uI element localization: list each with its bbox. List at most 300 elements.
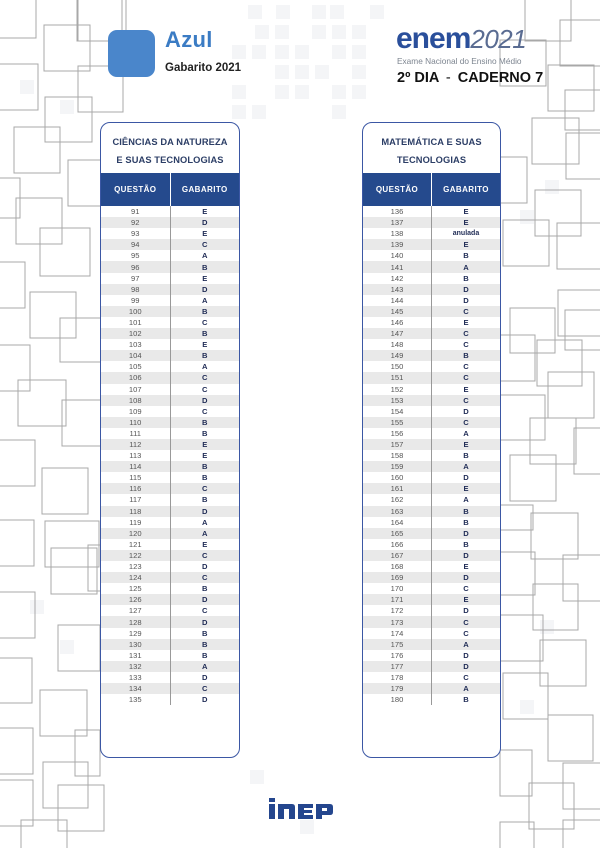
question-number: 99 xyxy=(101,295,170,306)
question-number: 116 xyxy=(101,483,170,494)
panel-ciencias-natureza xyxy=(100,122,240,758)
color-swatch-blue xyxy=(108,30,155,77)
table-row xyxy=(363,273,500,284)
question-number: 118 xyxy=(101,506,170,517)
column-header-question: QUESTÃO xyxy=(101,173,170,206)
answer-value: D xyxy=(202,562,208,572)
answer-value: C xyxy=(463,362,469,372)
answer-table-right xyxy=(363,173,500,705)
table-row xyxy=(363,284,500,295)
question-number: 107 xyxy=(101,384,170,395)
booklet-label: CADERNO 7 xyxy=(457,70,544,86)
answer-value: C xyxy=(202,606,208,616)
question-number: 167 xyxy=(363,550,432,561)
question-number: 119 xyxy=(101,517,170,528)
table-row xyxy=(363,428,500,439)
table-row xyxy=(101,472,239,483)
answer-value: C xyxy=(432,328,501,339)
question-number: 158 xyxy=(363,450,432,461)
answer-value: D xyxy=(463,473,469,483)
question-number: 98 xyxy=(101,284,170,295)
table-row xyxy=(363,295,500,306)
answer-value: D xyxy=(432,550,501,561)
enem-logo-word: enem xyxy=(396,22,471,55)
question-number: 168 xyxy=(363,561,432,572)
answer-value: E xyxy=(432,239,501,250)
panel-title-line1: CIÊNCIAS DA NATUREZA xyxy=(112,137,228,147)
question-number: 101 xyxy=(101,317,170,328)
question-number: 162 xyxy=(363,494,432,505)
answer-value: B xyxy=(463,695,469,705)
table-row xyxy=(101,661,239,672)
answer-value: A xyxy=(463,428,469,438)
question-number: 147 xyxy=(363,328,432,339)
answer-value: C xyxy=(463,340,469,350)
separator: - xyxy=(445,70,451,86)
table-row xyxy=(363,616,500,627)
question-number: 132 xyxy=(101,661,170,672)
answer-value: B xyxy=(463,539,469,549)
question-number: 156 xyxy=(363,428,432,439)
question-number: 135 xyxy=(101,694,170,705)
question-number: 149 xyxy=(363,350,432,361)
question-number: 96 xyxy=(101,261,170,272)
table-row xyxy=(101,339,239,350)
table-row xyxy=(101,450,239,461)
answer-value: C xyxy=(432,417,501,428)
question-number: 121 xyxy=(101,539,170,550)
question-number: 140 xyxy=(363,250,432,261)
question-number: 142 xyxy=(363,273,432,284)
answer-value: A xyxy=(432,683,501,694)
answer-value: C xyxy=(170,550,239,561)
question-number: 161 xyxy=(363,483,432,494)
answer-value: D xyxy=(170,284,239,295)
question-number: 137 xyxy=(363,217,432,228)
question-number: 136 xyxy=(363,206,432,217)
table-row xyxy=(363,406,500,417)
question-number: 93 xyxy=(101,228,170,239)
table-row xyxy=(363,672,500,683)
table-row xyxy=(363,628,500,639)
table-row xyxy=(363,461,500,472)
enem-full-name: Exame Nacional do Ensino Médio xyxy=(397,56,522,66)
answer-value: D xyxy=(170,395,239,406)
table-row xyxy=(101,250,239,261)
question-number: 97 xyxy=(101,273,170,284)
question-number: 105 xyxy=(101,361,170,372)
question-number: 95 xyxy=(101,250,170,261)
table-row xyxy=(101,384,239,395)
table-row xyxy=(363,683,500,694)
answer-key-year: Gabarito 2021 xyxy=(165,62,242,74)
table-row xyxy=(363,494,500,505)
question-number: 108 xyxy=(101,395,170,406)
answer-value: B xyxy=(170,461,239,472)
question-number: 159 xyxy=(363,461,432,472)
table-row xyxy=(101,461,239,472)
question-number: 112 xyxy=(101,439,170,450)
table-row xyxy=(363,639,500,650)
question-number: 102 xyxy=(101,328,170,339)
answer-value: B xyxy=(463,451,469,461)
table-row xyxy=(363,228,500,239)
table-row xyxy=(363,439,500,450)
table-row xyxy=(101,284,239,295)
table-row xyxy=(363,450,500,461)
table-row xyxy=(363,483,500,494)
answer-value: C xyxy=(432,306,501,317)
answer-value: B xyxy=(170,639,239,650)
table-row xyxy=(363,350,500,361)
table-row xyxy=(101,439,239,450)
table-row xyxy=(101,594,239,605)
question-number: 106 xyxy=(101,372,170,383)
day-booklet-label xyxy=(397,70,543,86)
answer-value: C xyxy=(170,372,239,383)
question-number: 114 xyxy=(101,461,170,472)
table-row xyxy=(363,395,500,406)
question-number: 111 xyxy=(101,428,170,439)
table-row xyxy=(101,616,239,627)
question-number: 126 xyxy=(101,594,170,605)
question-number: 154 xyxy=(363,406,432,417)
answer-value: C xyxy=(202,317,208,327)
table-row xyxy=(363,261,500,272)
inep-logo xyxy=(268,798,334,820)
question-number: 103 xyxy=(101,339,170,350)
table-row xyxy=(101,583,239,594)
answer-value: C xyxy=(170,572,239,583)
answer-value: C xyxy=(432,395,501,406)
table-row xyxy=(363,361,500,372)
answer-value: A xyxy=(432,261,501,272)
question-number: 175 xyxy=(363,639,432,650)
question-number: 92 xyxy=(101,217,170,228)
answer-value: A xyxy=(432,461,501,472)
panel-title xyxy=(101,123,239,173)
question-number: 141 xyxy=(363,261,432,272)
question-number: 128 xyxy=(101,616,170,627)
table-row xyxy=(101,528,239,539)
table-row xyxy=(363,217,500,228)
question-number: 139 xyxy=(363,239,432,250)
answer-value: D xyxy=(170,616,239,627)
answer-value: A xyxy=(432,639,501,650)
question-number: 172 xyxy=(363,605,432,616)
enem-logo-year: 2021 xyxy=(470,24,527,54)
table-row xyxy=(101,694,239,705)
question-number: 173 xyxy=(363,616,432,627)
answer-value: D xyxy=(463,295,469,305)
table-row xyxy=(363,306,500,317)
question-number: 138 xyxy=(363,228,432,239)
answer-table-left xyxy=(101,173,239,705)
question-number: 165 xyxy=(363,528,432,539)
answer-value: C xyxy=(170,483,239,494)
table-row xyxy=(101,517,239,528)
question-number: 151 xyxy=(363,372,432,383)
table-row xyxy=(363,417,500,428)
table-row xyxy=(101,683,239,694)
answer-value: B xyxy=(202,650,208,660)
answer-value: D xyxy=(432,661,501,672)
table-row xyxy=(363,250,500,261)
question-number: 143 xyxy=(363,284,432,295)
question-number: 124 xyxy=(101,572,170,583)
question-number: 153 xyxy=(363,395,432,406)
column-header-answer: GABARITO xyxy=(432,173,501,206)
question-number: 166 xyxy=(363,539,432,550)
table-row xyxy=(101,328,239,339)
question-number: 157 xyxy=(363,439,432,450)
question-number: 160 xyxy=(363,472,432,483)
question-number: 155 xyxy=(363,417,432,428)
table-row xyxy=(363,561,500,572)
table-row xyxy=(363,472,500,483)
question-number: 91 xyxy=(101,206,170,217)
table-row xyxy=(101,406,239,417)
answer-value: A xyxy=(170,661,239,672)
answer-value: C xyxy=(202,384,208,394)
question-number: 113 xyxy=(101,450,170,461)
answer-value: E xyxy=(463,384,469,394)
table-row xyxy=(101,228,239,239)
answer-value: D xyxy=(432,528,501,539)
question-number: 129 xyxy=(101,628,170,639)
answer-value: E xyxy=(463,562,469,572)
table-row xyxy=(363,583,500,594)
answer-table-body xyxy=(101,206,239,705)
question-number: 148 xyxy=(363,339,432,350)
table-row xyxy=(101,483,239,494)
question-number: 110 xyxy=(101,417,170,428)
answer-value: A xyxy=(170,528,239,539)
answer-value: C xyxy=(202,406,208,416)
answer-value: D xyxy=(202,672,208,682)
answer-value: B xyxy=(432,350,501,361)
table-row xyxy=(363,506,500,517)
table-row xyxy=(363,605,500,616)
answer-value: C xyxy=(170,239,239,250)
question-number: 130 xyxy=(101,639,170,650)
question-number: 176 xyxy=(363,650,432,661)
panel-title xyxy=(363,123,500,173)
table-row xyxy=(363,572,500,583)
answer-value: A xyxy=(463,495,469,505)
answer-value: D xyxy=(463,650,469,660)
question-number: 152 xyxy=(363,384,432,395)
answer-value: E xyxy=(432,439,501,450)
question-number: 163 xyxy=(363,506,432,517)
answer-value: D xyxy=(170,217,239,228)
answer-value: B xyxy=(170,261,239,272)
table-row xyxy=(363,206,500,217)
question-number: 164 xyxy=(363,517,432,528)
answer-value: anulada xyxy=(452,230,480,238)
question-number: 169 xyxy=(363,572,432,583)
table-header-row xyxy=(363,173,500,206)
table-row xyxy=(101,639,239,650)
answer-value: E xyxy=(463,207,469,217)
question-number: 117 xyxy=(101,494,170,505)
question-number: 171 xyxy=(363,594,432,605)
table-row xyxy=(101,261,239,272)
answer-value: B xyxy=(170,417,239,428)
table-row xyxy=(363,339,500,350)
answer-value: C xyxy=(432,616,501,627)
answer-value: C xyxy=(463,672,469,682)
table-row xyxy=(101,350,239,361)
question-number: 127 xyxy=(101,605,170,616)
question-number: 150 xyxy=(363,361,432,372)
table-row xyxy=(101,273,239,284)
panel-title-line1: MATEMÁTICA E SUAS xyxy=(381,137,482,147)
question-number: 134 xyxy=(101,683,170,694)
table-row xyxy=(101,372,239,383)
answer-value: C xyxy=(463,584,469,594)
table-row xyxy=(101,306,239,317)
table-row xyxy=(101,494,239,505)
question-number: 94 xyxy=(101,239,170,250)
table-row xyxy=(363,384,500,395)
table-row xyxy=(101,572,239,583)
table-row xyxy=(101,650,239,661)
table-row xyxy=(363,650,500,661)
table-row xyxy=(363,661,500,672)
answer-value: C xyxy=(463,628,469,638)
table-row xyxy=(101,395,239,406)
question-number: 133 xyxy=(101,672,170,683)
answer-value: E xyxy=(170,439,239,450)
answer-value: E xyxy=(202,229,208,239)
table-header-row xyxy=(101,173,239,206)
table-row xyxy=(101,295,239,306)
table-row xyxy=(363,594,500,605)
answer-value: D xyxy=(432,572,501,583)
answer-value: B xyxy=(202,428,208,438)
table-row xyxy=(363,694,500,705)
answer-value: E xyxy=(202,340,208,350)
answer-value: D xyxy=(463,406,469,416)
column-header-answer: GABARITO xyxy=(170,173,239,206)
table-row xyxy=(101,428,239,439)
day-label: 2º DIA xyxy=(397,70,439,86)
answer-value: B xyxy=(463,251,469,261)
answer-value: B xyxy=(170,328,239,339)
answer-value: B xyxy=(463,273,469,283)
answer-value: E xyxy=(432,594,501,605)
question-number: 177 xyxy=(363,661,432,672)
question-number: 100 xyxy=(101,306,170,317)
question-number: 180 xyxy=(363,694,432,705)
answer-value: B xyxy=(463,517,469,527)
question-number: 146 xyxy=(363,317,432,328)
table-row xyxy=(101,317,239,328)
answer-value: A xyxy=(202,362,208,372)
table-row xyxy=(363,539,500,550)
answer-value: B xyxy=(202,473,208,483)
answer-value: B xyxy=(170,306,239,317)
answer-value: E xyxy=(202,451,208,461)
table-row xyxy=(101,417,239,428)
question-number: 145 xyxy=(363,306,432,317)
answer-value: D xyxy=(170,594,239,605)
table-row xyxy=(101,539,239,550)
question-number: 109 xyxy=(101,406,170,417)
table-row xyxy=(363,239,500,250)
column-header-question: QUESTÃO xyxy=(363,173,432,206)
answer-value: A xyxy=(202,251,208,261)
question-number: 174 xyxy=(363,628,432,639)
answer-value: B xyxy=(202,495,208,505)
question-number: 104 xyxy=(101,350,170,361)
enem-logo xyxy=(396,24,526,54)
table-row xyxy=(101,239,239,250)
question-number: 120 xyxy=(101,528,170,539)
table-row xyxy=(363,372,500,383)
table-row xyxy=(101,605,239,616)
table-row xyxy=(363,550,500,561)
table-row xyxy=(101,672,239,683)
table-row xyxy=(363,328,500,339)
question-number: 179 xyxy=(363,683,432,694)
booklet-color-title: Azul xyxy=(165,27,213,52)
question-number: 125 xyxy=(101,583,170,594)
answer-value: B xyxy=(202,628,208,638)
table-row xyxy=(101,217,239,228)
question-number: 178 xyxy=(363,672,432,683)
panel-title-line2: TECNOLOGIAS xyxy=(396,155,467,165)
answer-value: E xyxy=(432,217,501,228)
panel-matematica xyxy=(362,122,501,758)
answer-value: E xyxy=(202,539,208,549)
answer-table-body xyxy=(363,206,500,705)
answer-value: E xyxy=(432,483,501,494)
table-row xyxy=(101,206,239,217)
question-number: 115 xyxy=(101,472,170,483)
table-row xyxy=(363,517,500,528)
question-number: 144 xyxy=(363,295,432,306)
table-row xyxy=(101,561,239,572)
question-number: 123 xyxy=(101,561,170,572)
answer-value: C xyxy=(170,683,239,694)
answer-value: B xyxy=(202,584,208,594)
table-row xyxy=(101,628,239,639)
answer-value: D xyxy=(463,606,469,616)
answer-value: E xyxy=(202,273,208,283)
answer-value: B xyxy=(432,506,501,517)
table-row xyxy=(363,528,500,539)
question-number: 122 xyxy=(101,550,170,561)
table-row xyxy=(101,361,239,372)
answer-value: A xyxy=(202,295,208,305)
answer-value: A xyxy=(202,517,208,527)
question-number: 131 xyxy=(101,650,170,661)
panel-title-line2: E SUAS TECNOLOGIAS xyxy=(116,155,224,165)
answer-value: C xyxy=(432,372,501,383)
question-number: 170 xyxy=(363,583,432,594)
answer-value: D xyxy=(432,284,501,295)
table-row xyxy=(363,317,500,328)
table-row xyxy=(101,506,239,517)
answer-value: D xyxy=(170,506,239,517)
answer-value: B xyxy=(170,350,239,361)
answer-value: D xyxy=(202,695,208,705)
answer-value: E xyxy=(202,207,208,217)
table-row xyxy=(101,550,239,561)
answer-value: E xyxy=(463,317,469,327)
